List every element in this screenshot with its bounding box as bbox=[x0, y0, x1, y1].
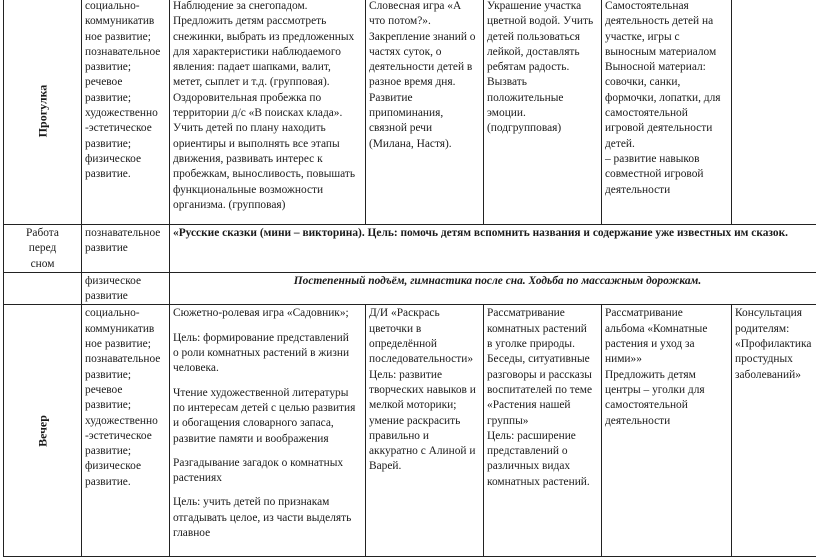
walk-individual-work: Словесная игра «А что потом?». Закрепление знаний о частях суток, о деятельности детей в разное время дня. Развитие припоминания, связной речи (Милана, Настя). bbox=[366, 0, 484, 225]
after-sleep-area: физическое развитие bbox=[82, 272, 170, 305]
evening-regime-moments: Рассматривание комнатных растений в уголке природы. Беседы, ситуативные разговоры и рассказы воспитателей по теме «Растения нашей группы» Цель: расширение представлений о различных видах комнатных растений. bbox=[484, 305, 602, 557]
walk-period-label: Прогулка bbox=[35, 85, 50, 138]
before-sleep-area: познавательное развитие bbox=[82, 225, 170, 273]
evening-independent-activity: Рассматривание альбома «Комнатные растения и уход за ними»» Предложить детям центры – уголки для самостоятельной деятельности bbox=[602, 305, 732, 557]
plan-table bbox=[3, 0, 816, 557]
evening-group-paragraph: Разгадывание загадок о комнатных растениях bbox=[173, 456, 362, 487]
evening-group-activity bbox=[170, 305, 366, 557]
after-sleep-activity: Постепенный подъём, гимнастика после сна. Ходьба по массажным дорожкам. bbox=[170, 272, 816, 305]
evening-group-paragraph: Сюжетно-ролевая игра «Садовник»; bbox=[173, 306, 362, 321]
evening-row bbox=[4, 305, 816, 557]
walk-parents-cell bbox=[732, 0, 816, 225]
evening-individual-work: Д/И «Раскрась цветочки в определённой последовательности» Цель: развитие творческих навыков и мелкой моторики; умение раскрасить правильно и аккуратно с Алиной и Варей. bbox=[366, 305, 484, 557]
walk-regime-moments: Украшение участка цветной водой. Учить детей пользоваться лейкой, доставлять ребятам радость. Вызвать положительные эмоции. (подгрупповая) bbox=[484, 0, 602, 225]
before-sleep-period: Работа перед сном bbox=[4, 225, 82, 273]
before-sleep-row bbox=[4, 225, 816, 273]
walk-areas: социально- коммуникатив ное развитие; познавательное развитие; речевое развитие; художественно -эстетическое развитие; физическое развитие. bbox=[82, 0, 170, 225]
evening-group-paragraph: Чтение художественной литературы по интересам детей с целью развития и обогащения словарного запаса, развитие памяти и воображения bbox=[173, 386, 362, 447]
evening-group-paragraph: Цель: формирование представлений о роли комнатных растений в жизни человека. bbox=[173, 331, 362, 377]
walk-group-activity: Наблюдение за снегопадом. Предложить детям рассмотреть снежинки, выбрать из предложенных для характеристики наблюдаемого явления: падает шапками, валит, метет, сыплет и т.д. (групповая). Оздоровительная пробежка по территории д/с «В поисках клада». Учить детей по плану находить ориентиры и выполнять все этапы движения, развивать интерес к пробежкам, выносливость, повышать функциональные возможности организма. (групповая) bbox=[170, 0, 366, 225]
evening-period-label: Вечер bbox=[35, 415, 50, 447]
before-sleep-activity: «Русские сказки (мини – викторина). Цель: помочь детям вспомнить названия и содержание уже известных им сказок. bbox=[170, 225, 816, 273]
walk-independent-activity: Самостоятельная деятельность детей на участке, игры с выносным материалом Выносной материал: совочки, санки, формочки, лопатки, для самостоятельной игровой деятельности детей. – развитие навыков совместной игровой деятельности bbox=[602, 0, 732, 225]
walk-row bbox=[4, 0, 816, 225]
after-sleep-period bbox=[4, 272, 82, 305]
evening-group-paragraph: Цель: учить детей по признакам отгадывать целое, из части выделять главное bbox=[173, 495, 362, 541]
walk-period-cell bbox=[4, 0, 82, 225]
evening-period-cell bbox=[4, 305, 82, 557]
evening-areas: социально- коммуникатив ное развитие; познавательное развитие; речевое развитие; художественно -эстетическое развитие; физическое развитие. bbox=[82, 305, 170, 557]
after-sleep-row bbox=[4, 272, 816, 305]
evening-parents-consultation: Консультация родителям: «Профилактика простудных заболеваний» bbox=[732, 305, 816, 557]
